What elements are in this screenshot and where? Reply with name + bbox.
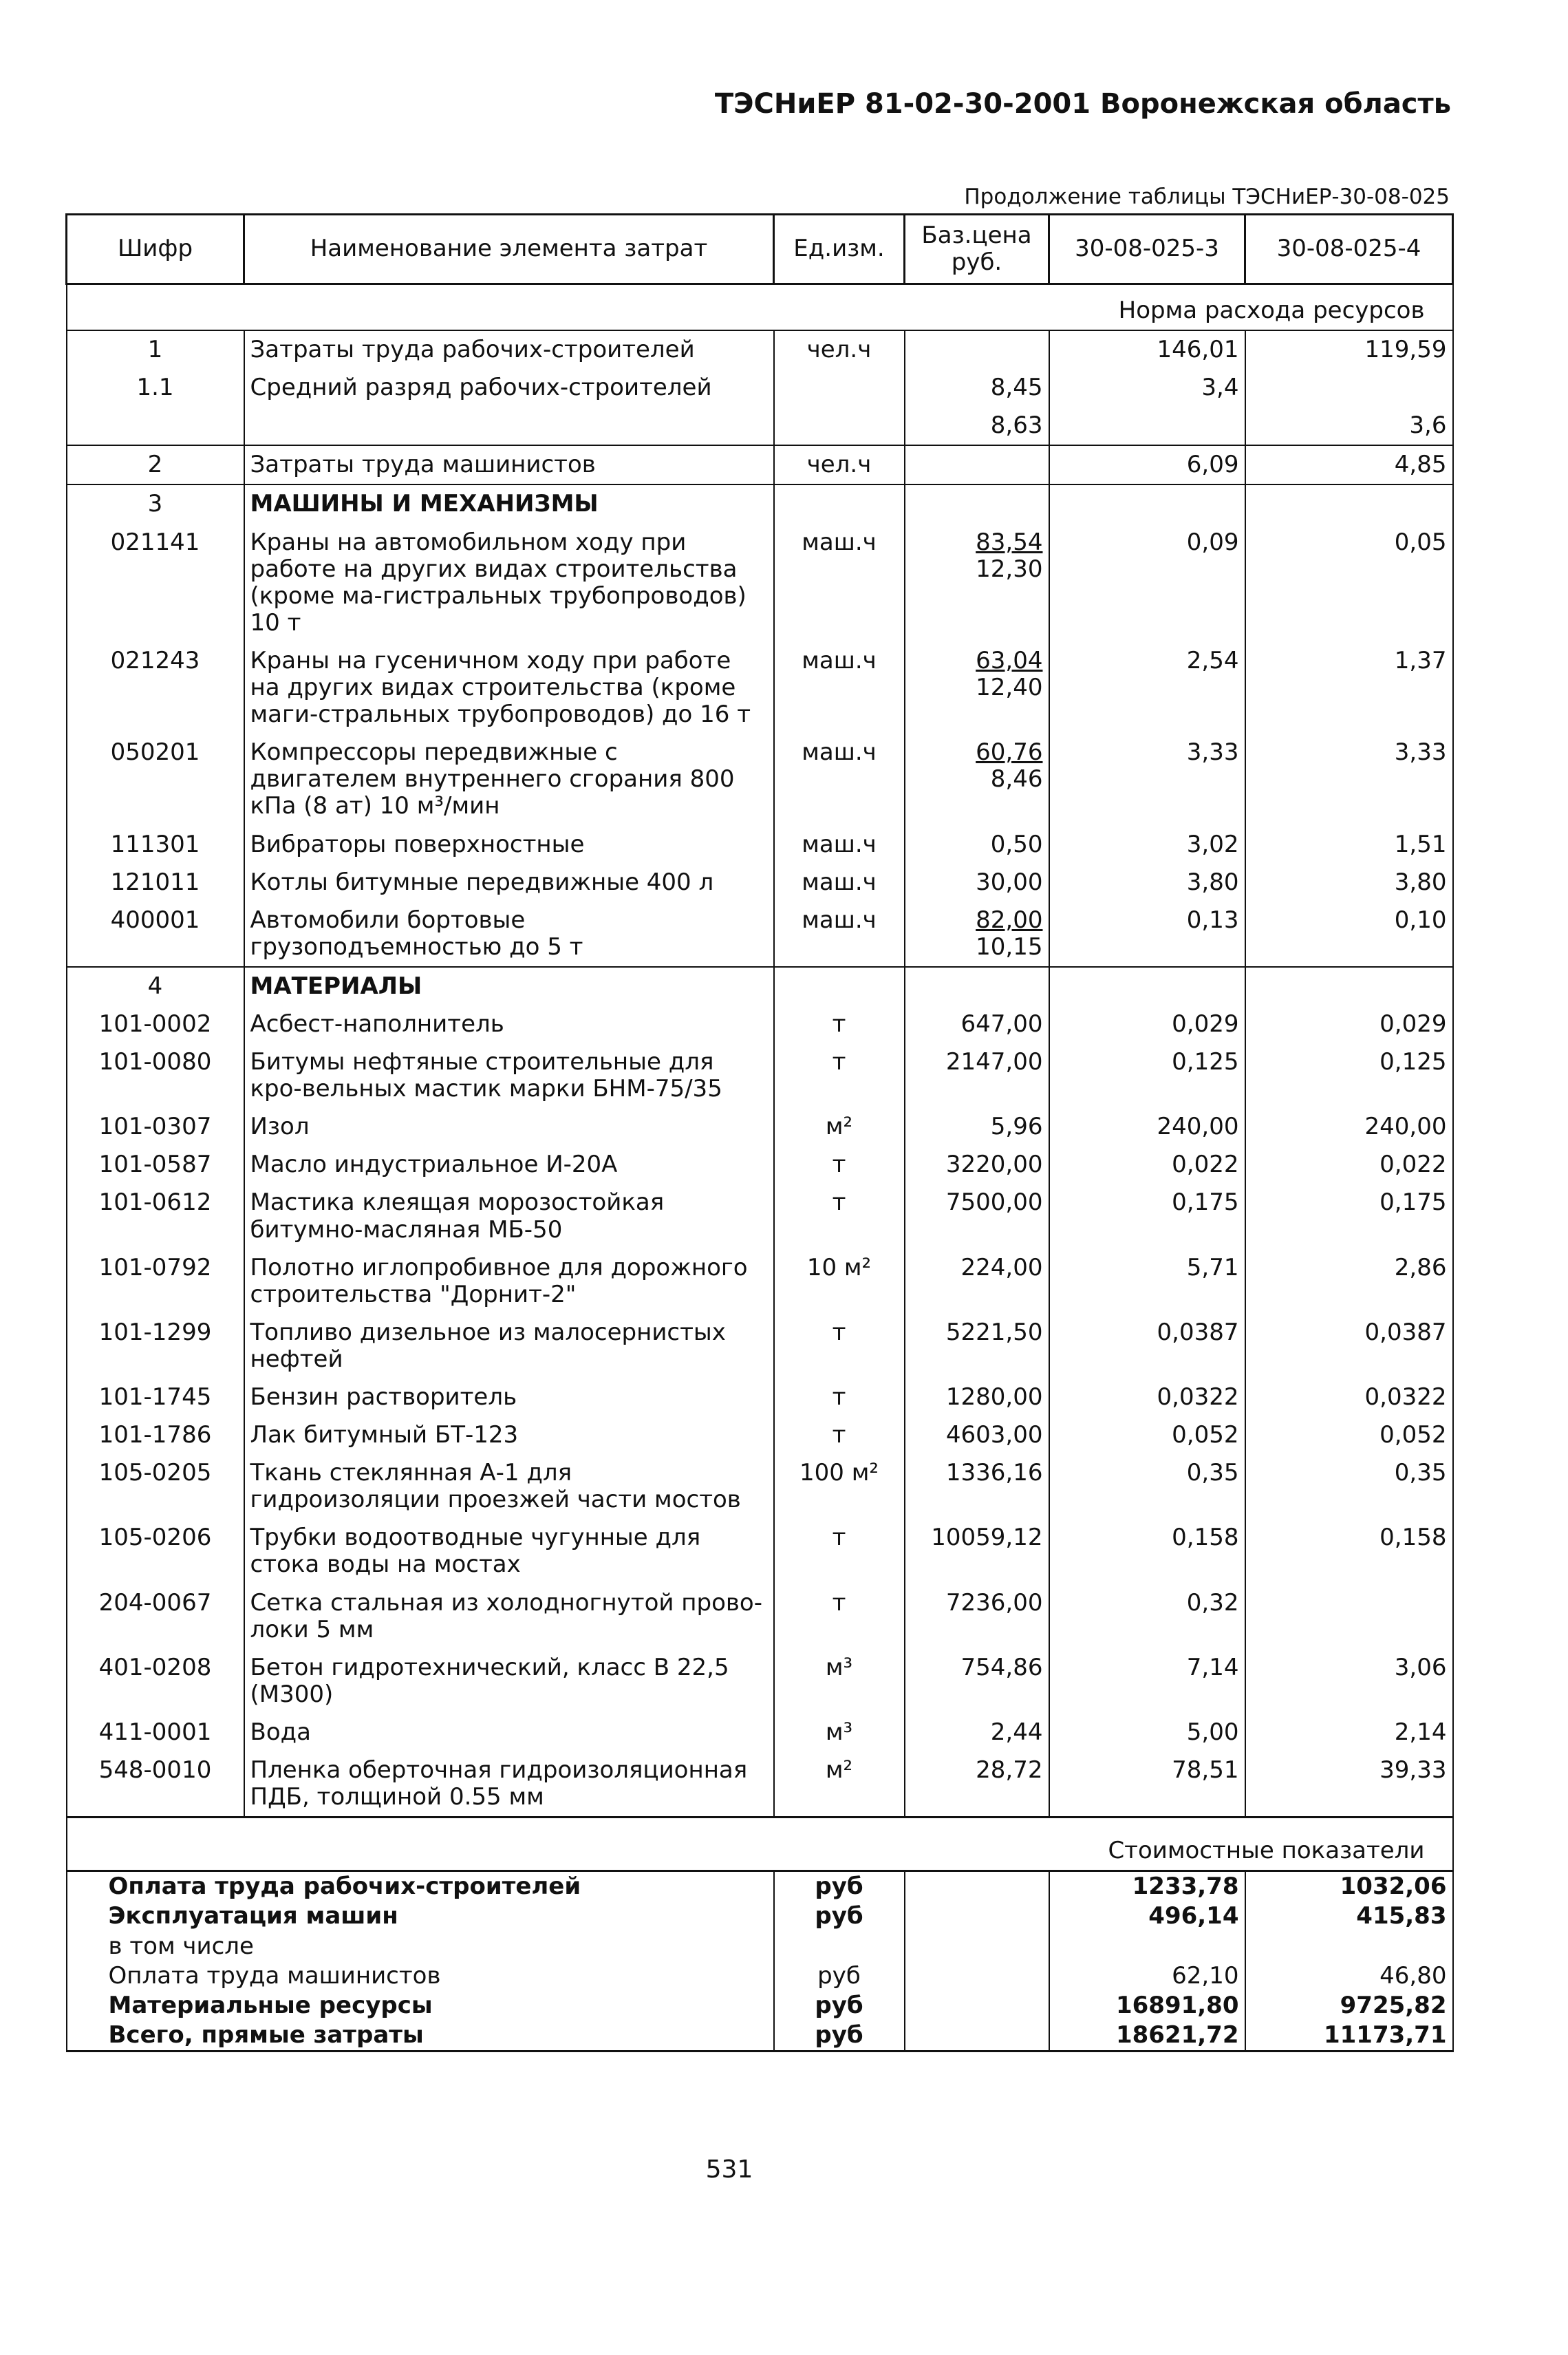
row-name: Полотно иглопробивное для дорожного строительства "Дорнит-2" xyxy=(244,1249,774,1314)
row-code: 050201 xyxy=(67,734,244,825)
row-name: Затраты труда рабочих-строителей xyxy=(244,330,774,369)
row-price: 2147,00 xyxy=(905,1043,1049,1108)
row-norm-4 xyxy=(1245,1584,1453,1649)
total-norm-4 xyxy=(1245,1932,1453,1961)
col-unit: Ед.изм. xyxy=(774,215,905,284)
row-norm-4: 0,35 xyxy=(1245,1454,1453,1519)
row-norm-3: 0,052 xyxy=(1049,1416,1245,1454)
row-name: Трубки водоотводные чугунные для стока воды на мостах xyxy=(244,1519,774,1584)
row-norm-4: 0,0322 xyxy=(1245,1378,1453,1416)
row-norm-3: 0,13 xyxy=(1049,902,1245,967)
row-name: Битумы нефтяные строительные для кро-вельных мастик марки БНМ-75/35 xyxy=(244,1043,774,1108)
row-name: Пленка оберточная гидроизоляционная ПДБ, толщиной 0.55 мм xyxy=(244,1751,774,1818)
price-operator: 12,30 xyxy=(976,555,1043,583)
total-price xyxy=(905,1901,1049,1931)
row-unit: маш.ч xyxy=(774,902,905,967)
total-norm-4: 11173,71 xyxy=(1245,2021,1453,2052)
norm-title: Норма расхода ресурсов xyxy=(67,284,1453,331)
row-name: Котлы битумные передвижные 400 л xyxy=(244,864,774,902)
document-header: ТЭСНиЕР 81-02-30-2001 Воронежская область xyxy=(714,88,1451,120)
table-row xyxy=(67,734,1453,825)
row-price: 1336,16 xyxy=(905,1454,1049,1519)
row-code: 548-0010 xyxy=(67,1751,244,1818)
row-unit: т xyxy=(774,1314,905,1378)
row-norm-4: 0,0387 xyxy=(1245,1314,1453,1378)
resource-table xyxy=(65,213,1454,2052)
total-label: Материальные ресурсы xyxy=(67,1991,774,2021)
row-norm-4: 1,37 xyxy=(1245,642,1453,734)
cost-title: Стоимостные показатели xyxy=(67,1818,1453,1871)
row-norm-4: 3,06 xyxy=(1245,1649,1453,1714)
row-price xyxy=(905,734,1049,825)
row-unit: маш.ч xyxy=(774,734,905,825)
row-unit: т xyxy=(774,1146,905,1184)
row-code: 021243 xyxy=(67,642,244,734)
row-norm-3: 3,33 xyxy=(1049,734,1245,825)
table-row xyxy=(67,1649,1453,1714)
row-price: 4603,00 xyxy=(905,1416,1049,1454)
row-norm-3: 146,01 xyxy=(1049,330,1245,369)
total-norm-4: 9725,82 xyxy=(1245,1991,1453,2021)
cost-title-row xyxy=(67,1818,1453,1871)
total-price xyxy=(905,1871,1049,1902)
row-unit: т xyxy=(774,1005,905,1043)
row-price: 7500,00 xyxy=(905,1184,1049,1248)
row-norm-3: 0,158 xyxy=(1049,1519,1245,1584)
row-norm-4 xyxy=(1245,369,1453,407)
row-name: Сетка стальная из холодногнутой прово-локи 5 мм xyxy=(244,1584,774,1649)
total-norm-3 xyxy=(1049,1932,1245,1961)
row-price: 8,63 xyxy=(905,407,1049,445)
table-row xyxy=(67,1314,1453,1378)
row-name: Бетон гидротехнический, класс В 22,5 (М300) xyxy=(244,1649,774,1714)
total-price xyxy=(905,1932,1049,1961)
section-price xyxy=(905,484,1049,523)
section-unit xyxy=(774,967,905,1005)
table-row xyxy=(67,1714,1453,1751)
row-norm-4: 39,33 xyxy=(1245,1751,1453,1818)
row-norm-3 xyxy=(1049,407,1245,445)
section-norm-4 xyxy=(1245,484,1453,523)
row-norm-3: 0,09 xyxy=(1049,524,1245,642)
row-price: 5,96 xyxy=(905,1108,1049,1146)
row-norm-4: 0,029 xyxy=(1245,1005,1453,1043)
col-name: Наименование элемента затрат xyxy=(244,215,774,284)
row-name: Мастика клеящая морозостойкая битумно-масляная МБ-50 xyxy=(244,1184,774,1248)
row-norm-4: 240,00 xyxy=(1245,1108,1453,1146)
table-header-row xyxy=(67,215,1453,284)
row-unit: маш.ч xyxy=(774,524,905,642)
row-name: Автомобили бортовые грузоподъемностью до 5 т xyxy=(244,902,774,967)
row-code: 400001 xyxy=(67,902,244,967)
row-price xyxy=(905,524,1049,642)
row-price: 8,45 xyxy=(905,369,1049,407)
row-norm-3: 7,14 xyxy=(1049,1649,1245,1714)
row-name: Лак битумный БТ-123 xyxy=(244,1416,774,1454)
row-norm-4: 4,85 xyxy=(1245,445,1453,484)
row-name: Затраты труда машинистов xyxy=(244,445,774,484)
price-machine: 0,50 xyxy=(990,830,1043,858)
row-price: 7236,00 xyxy=(905,1584,1049,1649)
row-norm-3: 3,02 xyxy=(1049,826,1245,864)
table-row xyxy=(67,1416,1453,1454)
total-norm-3: 62,10 xyxy=(1049,1961,1245,1991)
row-norm-3: 0,35 xyxy=(1049,1454,1245,1519)
total-unit: руб xyxy=(774,1991,905,2021)
row-name: Краны на гусеничном ходу при работе на других видах строительства (кроме маги-стральных трубопроводов) до 16 т xyxy=(244,642,774,734)
table-row xyxy=(67,1378,1453,1416)
row-unit: т xyxy=(774,1416,905,1454)
row-norm-4: 3,80 xyxy=(1245,864,1453,902)
row-price: 28,72 xyxy=(905,1751,1049,1818)
total-unit: руб xyxy=(774,1961,905,1991)
total-norm-3: 16891,80 xyxy=(1049,1991,1245,2021)
row-norm-3: 3,4 xyxy=(1049,369,1245,407)
row-unit: м³ xyxy=(774,1714,905,1751)
norm-title-row xyxy=(67,284,1453,331)
row-name: Масло индустриальное И-20А xyxy=(244,1146,774,1184)
row-norm-3: 5,71 xyxy=(1049,1249,1245,1314)
row-price xyxy=(905,826,1049,864)
total-norm-4: 46,80 xyxy=(1245,1961,1453,1991)
price-operator: 10,15 xyxy=(976,933,1043,961)
total-unit: руб xyxy=(774,2021,905,2052)
row-name: Средний разряд рабочих-строителей xyxy=(244,369,774,407)
table-row xyxy=(67,902,1453,967)
table-row xyxy=(67,1184,1453,1248)
section-row xyxy=(67,967,1453,1005)
row-code: 101-0587 xyxy=(67,1146,244,1184)
table-body xyxy=(67,284,1453,2052)
price-operator: 8,46 xyxy=(990,765,1043,793)
total-label: Всего, прямые затраты xyxy=(67,2021,774,2052)
row-norm-4: 0,175 xyxy=(1245,1184,1453,1248)
table-continuation-note: Продолжение таблицы ТЭСНиЕР-30-08-025 xyxy=(964,184,1450,209)
row-norm-4: 1,51 xyxy=(1245,826,1453,864)
table-row xyxy=(67,445,1453,484)
table-row xyxy=(67,1519,1453,1584)
row-price xyxy=(905,902,1049,967)
row-code: 101-0612 xyxy=(67,1184,244,1248)
price-operator: 12,40 xyxy=(976,674,1043,702)
total-row xyxy=(67,1871,1453,1902)
table-row xyxy=(67,524,1453,642)
total-norm-3: 496,14 xyxy=(1049,1901,1245,1931)
section-code: 3 xyxy=(67,484,244,523)
row-code: 1.1 xyxy=(67,369,244,407)
section-name: МАТЕРИАЛЫ xyxy=(244,967,774,1005)
row-norm-4: 3,33 xyxy=(1245,734,1453,825)
row-norm-3: 78,51 xyxy=(1049,1751,1245,1818)
row-norm-4: 0,022 xyxy=(1245,1146,1453,1184)
row-code: 105-0206 xyxy=(67,1519,244,1584)
row-code: 401-0208 xyxy=(67,1649,244,1714)
row-name: Вода xyxy=(244,1714,774,1751)
row-price xyxy=(905,330,1049,369)
row-code: 101-1745 xyxy=(67,1378,244,1416)
row-unit: 100 м² xyxy=(774,1454,905,1519)
table-row xyxy=(67,642,1453,734)
row-code: 101-1299 xyxy=(67,1314,244,1378)
table-row xyxy=(67,1043,1453,1108)
section-row xyxy=(67,484,1453,523)
price-machine: 83,54 xyxy=(976,528,1043,556)
table-row xyxy=(67,1108,1453,1146)
table-row xyxy=(67,1005,1453,1043)
row-code: 101-0002 xyxy=(67,1005,244,1043)
total-row xyxy=(67,1961,1453,1991)
table-row xyxy=(67,1584,1453,1649)
row-name: Бензин растворитель xyxy=(244,1378,774,1416)
row-name: Топливо дизельное из малосернистых нефтей xyxy=(244,1314,774,1378)
row-code: 101-0080 xyxy=(67,1043,244,1108)
row-price: 2,44 xyxy=(905,1714,1049,1751)
row-unit: маш.ч xyxy=(774,642,905,734)
row-norm-3: 5,00 xyxy=(1049,1714,1245,1751)
col-price: Баз.цена руб. xyxy=(905,215,1049,284)
total-norm-4: 1032,06 xyxy=(1245,1871,1453,1902)
col-code: Шифр xyxy=(67,215,244,284)
row-code: 2 xyxy=(67,445,244,484)
row-code: 204-0067 xyxy=(67,1584,244,1649)
total-price xyxy=(905,1991,1049,2021)
row-name: Ткань стеклянная А-1 для гидроизоляции проезжей части мостов xyxy=(244,1454,774,1519)
section-unit xyxy=(774,484,905,523)
row-norm-3: 240,00 xyxy=(1049,1108,1245,1146)
row-code: 411-0001 xyxy=(67,1714,244,1751)
row-name: Компрессоры передвижные с двигателем внутреннего сгорания 800 кПа (8 ат) 10 м³/мин xyxy=(244,734,774,825)
section-price xyxy=(905,967,1049,1005)
row-code: 021141 xyxy=(67,524,244,642)
row-price xyxy=(905,864,1049,902)
total-price xyxy=(905,2021,1049,2052)
row-name xyxy=(244,407,774,445)
price-machine: 82,00 xyxy=(976,906,1043,934)
row-unit: т xyxy=(774,1184,905,1248)
total-price xyxy=(905,1961,1049,1991)
total-unit: руб xyxy=(774,1871,905,1902)
row-norm-3: 0,125 xyxy=(1049,1043,1245,1108)
total-unit: руб xyxy=(774,1901,905,1931)
row-norm-3: 0,175 xyxy=(1049,1184,1245,1248)
row-norm-4: 119,59 xyxy=(1245,330,1453,369)
price-machine: 30,00 xyxy=(976,868,1043,896)
row-unit: маш.ч xyxy=(774,864,905,902)
table-row xyxy=(67,826,1453,864)
section-name: МАШИНЫ И МЕХАНИЗМЫ xyxy=(244,484,774,523)
row-price: 1280,00 xyxy=(905,1378,1049,1416)
row-norm-4: 2,14 xyxy=(1245,1714,1453,1751)
row-code: 121011 xyxy=(67,864,244,902)
table-row xyxy=(67,407,1453,445)
table-row xyxy=(67,1751,1453,1818)
row-norm-4: 0,125 xyxy=(1245,1043,1453,1108)
row-norm-3: 0,022 xyxy=(1049,1146,1245,1184)
row-price: 3220,00 xyxy=(905,1146,1049,1184)
row-unit: м² xyxy=(774,1108,905,1146)
row-unit: м³ xyxy=(774,1649,905,1714)
row-norm-3: 6,09 xyxy=(1049,445,1245,484)
row-unit: т xyxy=(774,1584,905,1649)
row-norm-4: 0,052 xyxy=(1245,1416,1453,1454)
row-unit: маш.ч xyxy=(774,826,905,864)
row-norm-3: 3,80 xyxy=(1049,864,1245,902)
row-norm-3: 0,32 xyxy=(1049,1584,1245,1649)
table-row xyxy=(67,1249,1453,1314)
row-norm-4: 0,10 xyxy=(1245,902,1453,967)
total-label: Эксплуатация машин xyxy=(67,1901,774,1931)
row-price: 754,86 xyxy=(905,1649,1049,1714)
table-row xyxy=(67,369,1453,407)
price-machine: 60,76 xyxy=(976,738,1043,767)
row-unit: т xyxy=(774,1378,905,1416)
row-code: 101-1786 xyxy=(67,1416,244,1454)
table-row xyxy=(67,1454,1453,1519)
row-norm-3: 0,029 xyxy=(1049,1005,1245,1043)
row-code: 111301 xyxy=(67,826,244,864)
section-norm-3 xyxy=(1049,967,1245,1005)
row-unit: т xyxy=(774,1043,905,1108)
total-norm-4: 415,83 xyxy=(1245,1901,1453,1931)
row-unit xyxy=(774,369,905,407)
row-norm-3: 0,0387 xyxy=(1049,1314,1245,1378)
row-norm-4: 2,86 xyxy=(1245,1249,1453,1314)
row-price: 224,00 xyxy=(905,1249,1049,1314)
row-name: Асбест-наполнитель xyxy=(244,1005,774,1043)
row-norm-3: 2,54 xyxy=(1049,642,1245,734)
total-row xyxy=(67,1932,1453,1961)
total-label: Оплата труда машинистов xyxy=(67,1961,774,1991)
row-unit: 10 м² xyxy=(774,1249,905,1314)
total-label: в том числе xyxy=(67,1932,774,1961)
row-norm-4: 0,158 xyxy=(1245,1519,1453,1584)
row-price: 10059,12 xyxy=(905,1519,1049,1584)
row-unit: т xyxy=(774,1519,905,1584)
row-norm-4: 3,6 xyxy=(1245,407,1453,445)
row-code: 101-0792 xyxy=(67,1249,244,1314)
section-norm-4 xyxy=(1245,967,1453,1005)
row-norm-4: 0,05 xyxy=(1245,524,1453,642)
row-price xyxy=(905,642,1049,734)
total-norm-3: 18621,72 xyxy=(1049,2021,1245,2052)
price-machine: 63,04 xyxy=(976,646,1043,674)
row-code: 1 xyxy=(67,330,244,369)
row-price: 5221,50 xyxy=(905,1314,1049,1378)
col-norm-4: 30-08-025-4 xyxy=(1245,215,1453,284)
row-name: Краны на автомобильном ходу при работе на других видах строительства (кроме ма-гистральных трубопроводов) 10 т xyxy=(244,524,774,642)
row-norm-3: 0,0322 xyxy=(1049,1378,1245,1416)
row-price: 647,00 xyxy=(905,1005,1049,1043)
total-label: Оплата труда рабочих-строителей xyxy=(67,1871,774,1902)
section-norm-3 xyxy=(1049,484,1245,523)
row-unit: чел.ч xyxy=(774,445,905,484)
row-unit xyxy=(774,407,905,445)
col-norm-3: 30-08-025-3 xyxy=(1049,215,1245,284)
total-unit xyxy=(774,1932,905,1961)
row-code: 105-0205 xyxy=(67,1454,244,1519)
row-price xyxy=(905,445,1049,484)
row-unit: м² xyxy=(774,1751,905,1818)
row-name: Вибраторы поверхностные xyxy=(244,826,774,864)
total-row xyxy=(67,2021,1453,2052)
section-code: 4 xyxy=(67,967,244,1005)
table-row xyxy=(67,330,1453,369)
row-unit: чел.ч xyxy=(774,330,905,369)
row-name: Изол xyxy=(244,1108,774,1146)
row-code: 101-0307 xyxy=(67,1108,244,1146)
total-norm-3: 1233,78 xyxy=(1049,1871,1245,1902)
table-row xyxy=(67,1146,1453,1184)
page-number: 531 xyxy=(705,2155,753,2184)
total-row xyxy=(67,1991,1453,2021)
total-row xyxy=(67,1901,1453,1931)
table-row xyxy=(67,864,1453,902)
row-code xyxy=(67,407,244,445)
